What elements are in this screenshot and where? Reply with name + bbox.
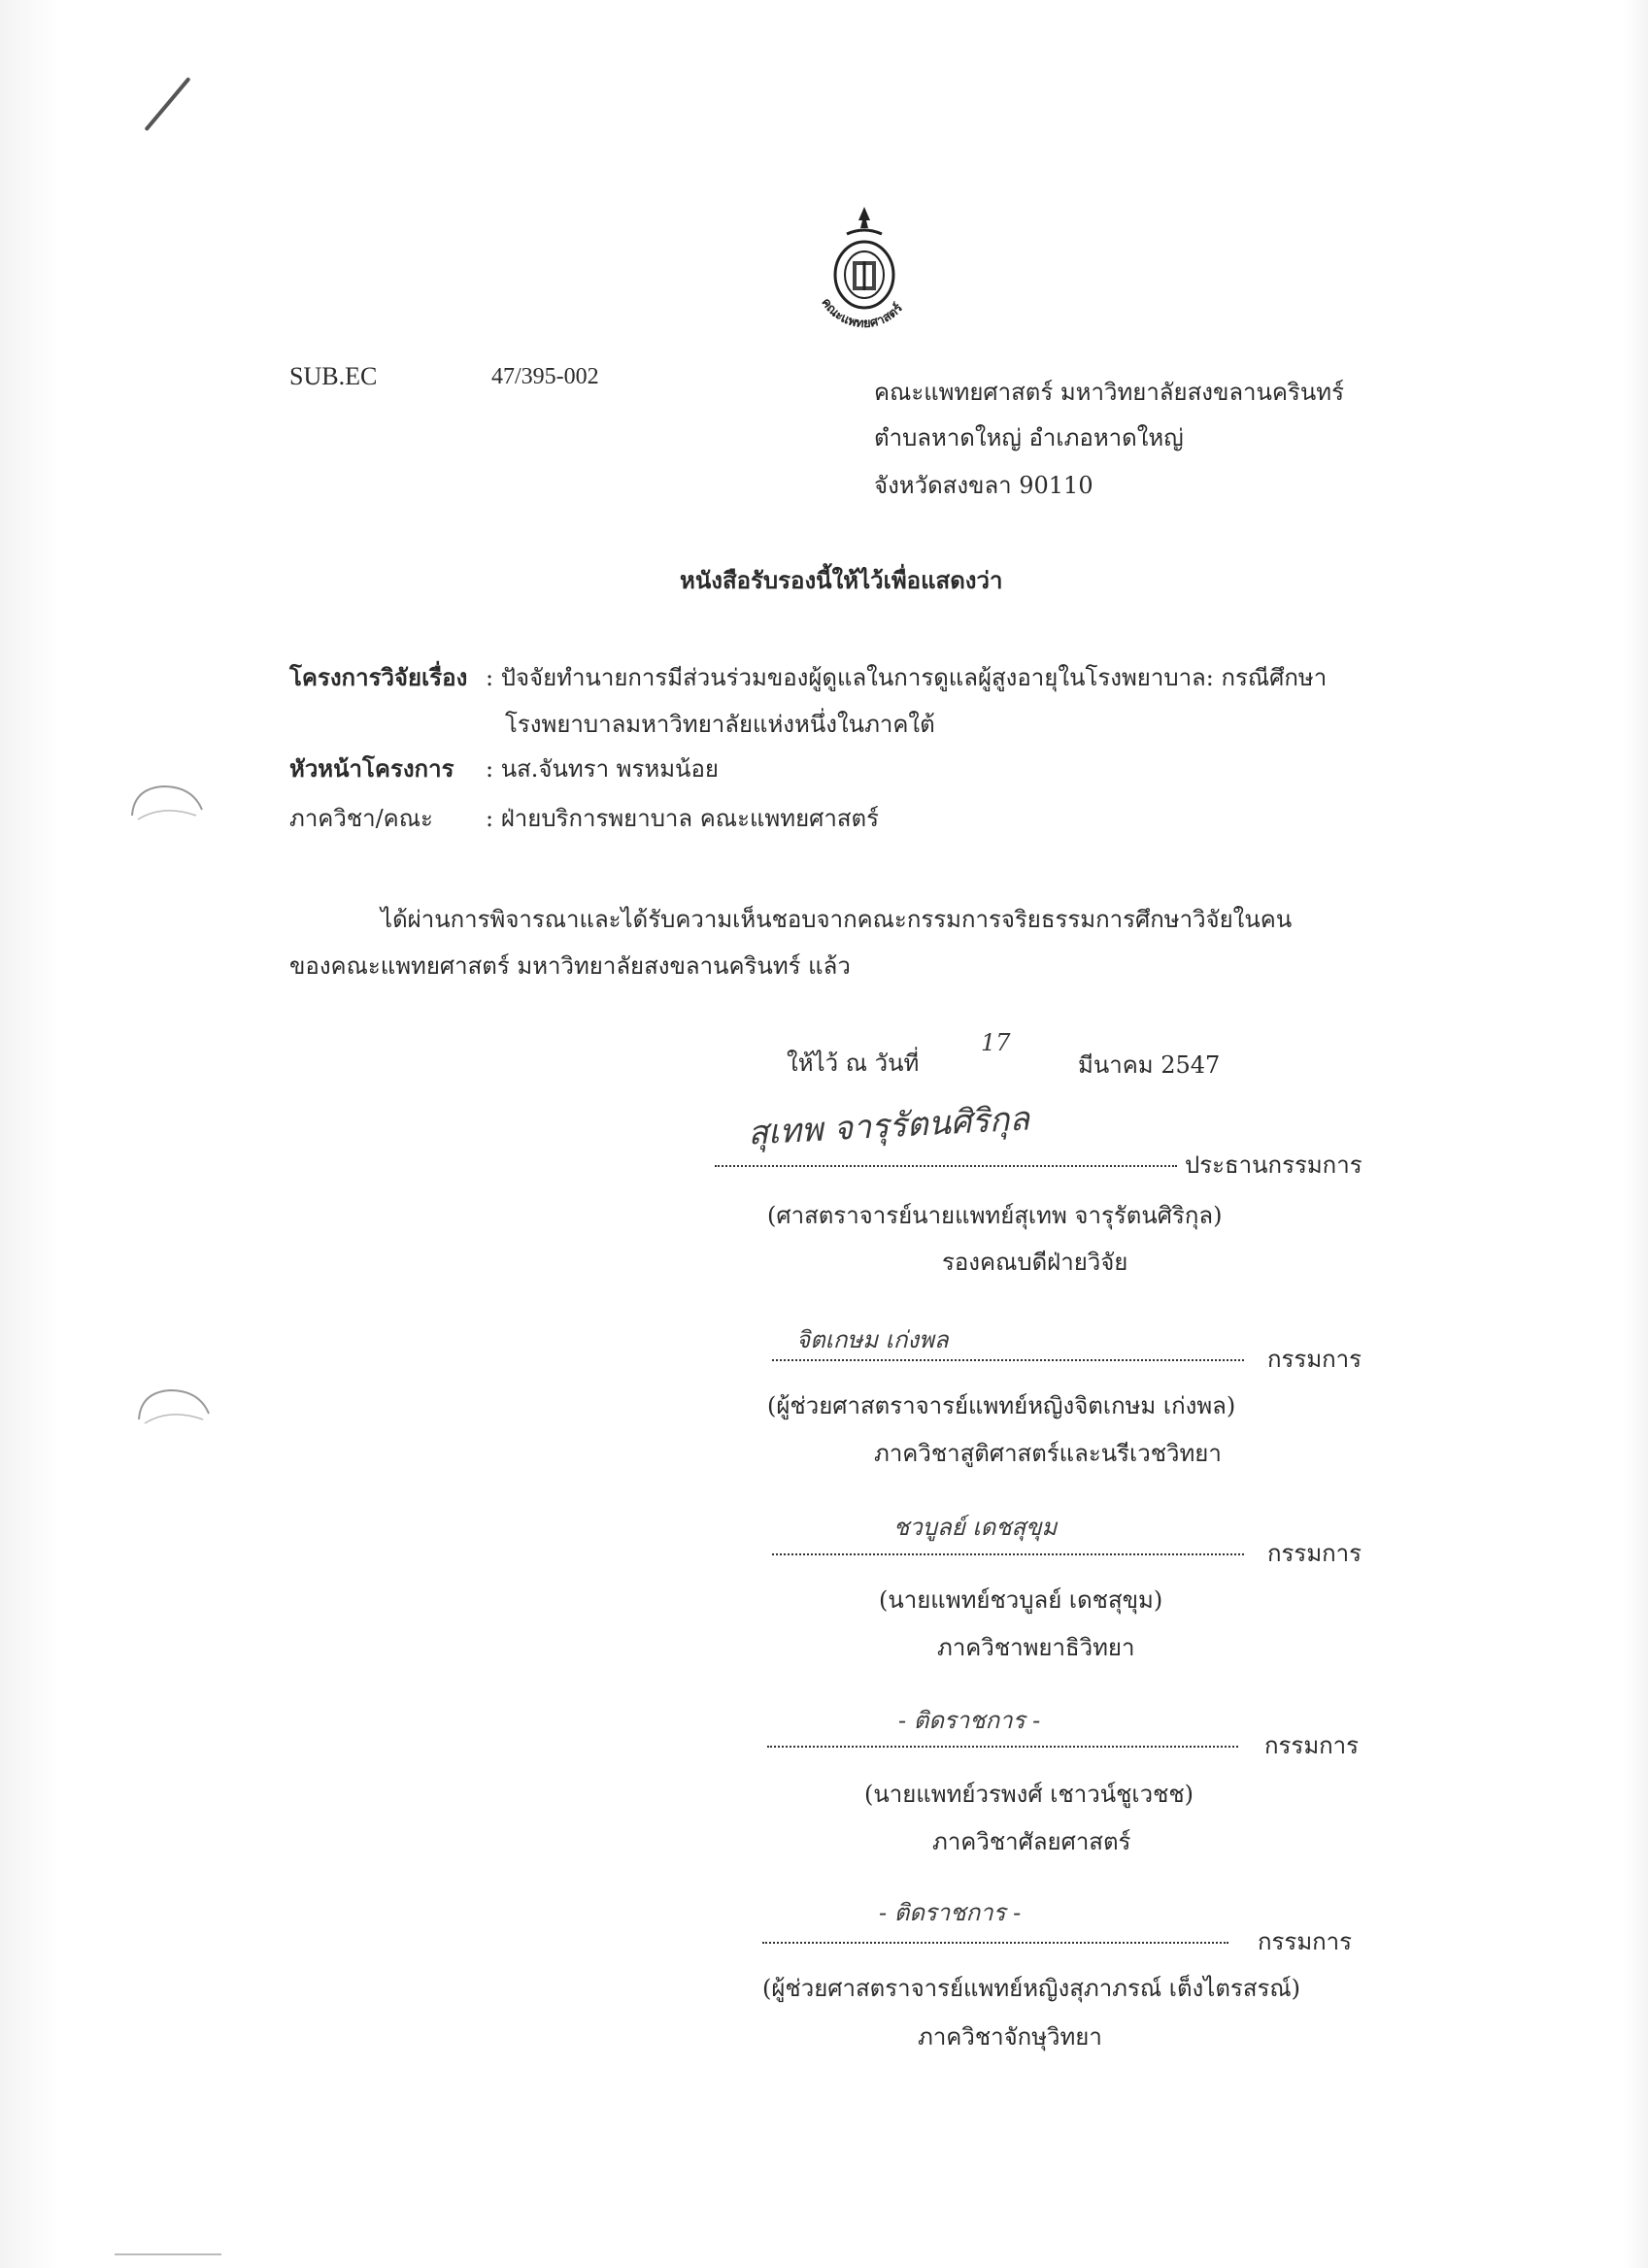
signatory-role: กรรมการ — [1267, 1540, 1362, 1567]
date-prefix: ให้ไว้ ณ วันที่ — [787, 1050, 920, 1077]
signatory-position: ภาควิชาจักษุวิทยา — [918, 2023, 1102, 2051]
signature-handwriting: จิตเกษม เก่งพล — [796, 1326, 949, 1353]
scan-edge-line — [115, 2253, 221, 2255]
pen-tick-mark — [144, 77, 190, 131]
project-label: โครงการวิจัยเรื่อง — [289, 663, 468, 691]
signatory-role: กรรมการ — [1258, 1928, 1353, 1955]
signature-line — [762, 1942, 1228, 1944]
dept-value: : ฝ่ายบริการพยาบาล คณะแพทยศาสตร์ — [486, 805, 879, 832]
punch-hole-icon — [131, 1381, 215, 1437]
date-day-handwritten: 17 — [981, 1029, 1011, 1056]
address-line: ตำบลหาดใหญ่ อำเภอหาดใหญ่ — [874, 424, 1184, 451]
head-value: : นส.จันทรา พรหมน้อย — [486, 755, 719, 783]
page-left-shadow — [0, 0, 58, 2268]
seal-text: คณะแพทยศาสตร์ — [818, 295, 906, 332]
reference-code: SUB.EC — [289, 362, 378, 390]
svg-text:คณะแพทยศาสตร์ — [818, 296, 905, 332]
dept-label: ภาควิชา/คณะ — [289, 805, 433, 832]
signatory-role: กรรมการ — [1264, 1732, 1360, 1759]
signatory-position: ภาควิชาสูติศาสตร์และนรีเวชวิทยา — [874, 1440, 1222, 1467]
project-title-line: : ปัจจัยทำนายการมีส่วนร่วมของผู้ดูแลในการดูแลผู้สูงอายุในโรงพยาบาล: กรณีศึกษา — [486, 664, 1328, 691]
punch-hole-icon — [124, 777, 208, 833]
signature-line — [715, 1165, 1177, 1167]
signature-handwriting: - ติดราชการ - — [898, 1707, 1041, 1734]
signatory-name: (นายแพทย์ชวบูลย์ เดชสุขุม) — [879, 1586, 1163, 1614]
signature-line — [772, 1553, 1244, 1555]
signatory-name: (นายแพทย์วรพงศ์ เชาวน์ชูเวชช) — [864, 1781, 1194, 1808]
signatory-name: (ผู้ช่วยศาสตราจารย์แพทย์หญิงสุภาภรณ์ เต็งไตรสรณ์) — [762, 1975, 1300, 2002]
signatory-role: ประธานกรรมการ — [1185, 1151, 1362, 1179]
reference-number: 47/395-002 — [491, 364, 599, 389]
date-month-year: มีนาคม 2547 — [1078, 1051, 1221, 1079]
signatory-name: (ศาสตราจารย์นายแพทย์สุเทพ จารุรัตนศิริกุล) — [767, 1202, 1223, 1229]
address-line: จังหวัดสงขลา 90110 — [874, 472, 1093, 499]
signature-handwriting: - ติดราชการ - — [879, 1899, 1022, 1926]
address-line: คณะแพทยศาสตร์ มหาวิทยาลัยสงขลานครินทร์ — [874, 379, 1344, 406]
faculty-seal-logo — [796, 199, 932, 335]
approval-text-line: ของคณะแพทยศาสตร์ มหาวิทยาลัยสงขลานครินทร์ แล้ว — [289, 952, 851, 980]
signatory-role: กรรมการ — [1267, 1346, 1362, 1373]
page-right-shadow — [1624, 0, 1648, 2268]
head-label: หัวหน้าโครงการ — [289, 754, 454, 783]
signatory-name: (ผู้ช่วยศาสตราจารย์แพทย์หญิงจิตเกษม เก่งพล) — [767, 1392, 1236, 1419]
project-title-line: โรงพยาบาลมหาวิทยาลัยแห่งหนึ่งในภาคใต้ — [505, 711, 935, 738]
signatory-position: ภาควิชาพยาธิวิทยา — [937, 1634, 1135, 1661]
approval-text-line: ได้ผ่านการพิจารณาและได้รับความเห็นชอบจากคณะกรรมการจริยธรรมการศึกษาวิจัยในคน — [381, 906, 1293, 933]
document-title: หนังสือรับรองนี้ให้ไว้เพื่อแสดงว่า — [680, 566, 1003, 594]
signatory-position: รองคณบดีฝ่ายวิจัย — [942, 1249, 1128, 1276]
signature-line — [767, 1746, 1238, 1748]
signature-line — [772, 1359, 1244, 1361]
signature-handwriting: ชวบูลย์ เดชสุขุม — [893, 1514, 1058, 1541]
signature-handwriting: สุเทพ จารุรัตนศิริกุล — [747, 1099, 1031, 1153]
signatory-position: ภาควิชาศัลยศาสตร์ — [932, 1828, 1131, 1855]
